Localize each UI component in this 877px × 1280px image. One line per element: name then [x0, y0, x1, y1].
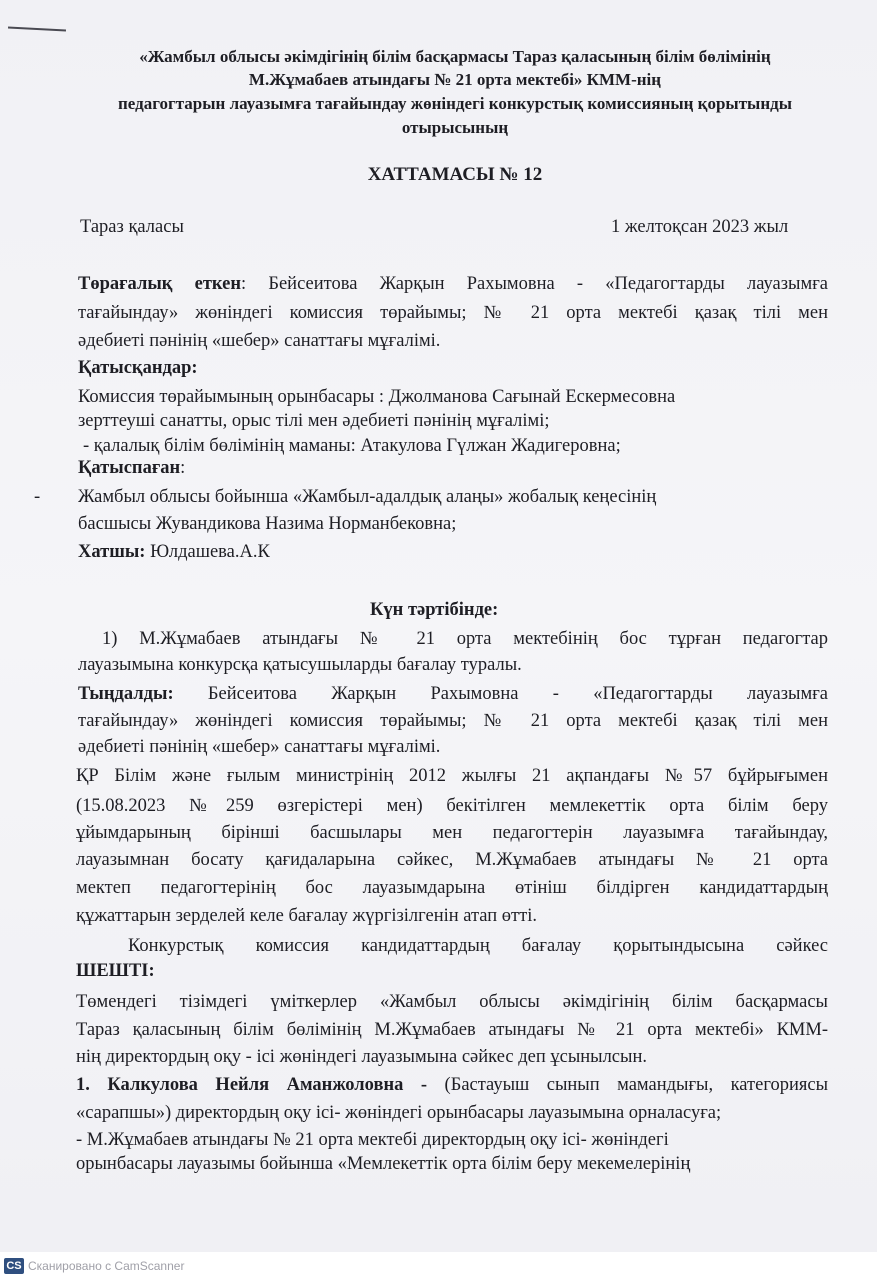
candidate-line-2: «сарапшы») директордың оқу ісі- жөніндегі орынбасары лауазымына орналасуға;	[76, 1103, 722, 1123]
candidate-line-3: - М.Жұмабаев атындағы № 21 орта мектебі директордың оқу ісі- жөніндегі	[76, 1130, 669, 1150]
heard-line-3: әдебиеті пәнінің «шебер» санаттағы мұғалімі.	[78, 737, 441, 757]
header-line-3: педагогтарын лауазымға тағайындау жөніндегі конкурстық комиссияның қорытынды	[118, 94, 792, 113]
document-title: ХАТТАМАСЫ № 12	[367, 164, 543, 185]
pen-mark	[8, 26, 66, 31]
order-line-4: лауазымнан босату қағидаларына сәйкес, М.Жұмабаев атындағы № 21 орта	[76, 850, 828, 870]
heard-label: Тыңдалды:	[78, 684, 174, 704]
heard-line-2: тағайындау» жөніндегі комиссия төрайымы; № 21 орта мектебі қазақ тілі мен	[78, 711, 828, 731]
chair-line-2: тағайындау» жөніндегі комиссия төрайымы; № 21 орта мектебі қазақ тілі мен	[78, 303, 828, 323]
camscanner-watermark: Сканировано с CamScanner	[28, 1259, 185, 1273]
heard-text-1: Бейсеитова Жарқын Рахымовна - «Педагогтарды лауазымға	[173, 684, 828, 704]
decision-line-1: Конкурстық комиссия кандидаттардың бағалау қорытындысына сәйкес	[128, 936, 828, 956]
order-line-1: ҚР Білім және ғылым министрінің 2012 жылғы 21 ақпандағы №57 бұйрығымен	[76, 766, 828, 786]
decision-label: ШЕШТІ:	[76, 961, 155, 981]
secretary	[78, 539, 270, 566]
scanner-footer	[0, 1252, 877, 1280]
chair-line-1	[78, 271, 828, 298]
recommend-line-3: нің директордың оқу - ісі жөніндегі лауазымына сәйкес деп ұсынылсын.	[76, 1047, 647, 1067]
order-line-6: құжаттарын зерделей келе бағалау жүргізілгенін атап өтті.	[76, 906, 537, 926]
agenda-label: Күн тәртібінде:	[370, 600, 499, 620]
order-line-3: ұйымдарының бірінші басшылары мен педагогтерін лауазымға тағайындау,	[76, 823, 828, 843]
participants-label: Қатысқандар:	[78, 358, 198, 378]
chair-text-1: : Бейсеитова Жарқын Рахымовна - «Педагогтарды лауазымға	[241, 274, 828, 294]
recommend-line-2: Тараз қаласының білім бөлімінің М.Жұмабаев атындағы № 21 орта мектебі» КММ-	[76, 1020, 828, 1040]
header-line-2: М.Жұмабаев атындағы № 21 орта мектебі» КММ-нің	[248, 70, 662, 89]
order-line-2: (15.08.2023 №259 өзгерістері мен) бекітілген мемлекеттік орта білім беру	[76, 796, 828, 816]
camscanner-logo: CS	[4, 1258, 24, 1274]
agenda-line-2: лауазымына конкурсқа қатысушыларды бағалау туралы.	[78, 655, 522, 675]
absent-label: Қатыспаған	[78, 458, 181, 478]
heard-line-1	[78, 681, 828, 708]
secretary-label: Хатшы:	[78, 542, 146, 562]
header-line-4: отырысының	[401, 118, 509, 137]
participants-line-1: Комиссия төрайымының орынбасары : Джолманова Сағынай Ескермесовна	[78, 387, 676, 407]
order-line-5: мектеп педагогтерінің бос лауазымдарына өтініш білдірген кандидаттардың	[76, 878, 828, 898]
recommend-line-1: Төмендегі тізімдегі үміткерлер «Жамбыл облысы әкімдігінің білім басқармасы	[76, 992, 828, 1012]
place: Тараз қаласы	[80, 217, 184, 237]
absent-line-1: Жамбыл облысы бойынша «Жамбыл-адалдық алаңы» жобалық кеңесінің	[78, 487, 657, 507]
candidate-line-1	[76, 1072, 828, 1099]
agenda-line-1: 1) М.Жұмабаев атындағы № 21 орта мектебінің бос тұрған педагогтар	[102, 629, 828, 649]
candidate-line-4: орынбасары лауазымы бойынша «Мемлекеттік орта білім беру мекемелерінің	[76, 1154, 691, 1174]
secretary-name: Юлдашева.А.К	[145, 542, 270, 562]
absent-line-2: басшысы Жувандикова Назима Норманбековна;	[78, 514, 457, 534]
absent-colon: :	[180, 458, 186, 478]
participants-line-2: зерттеуші санатты, орыс тілі мен әдебиеті пәнінің мұғалімі;	[78, 411, 550, 431]
header-line-1: «Жамбыл облысы әкімдігінің білім басқармасы Тараз қаласының білім бөлімінің	[139, 47, 771, 66]
absent-heading	[78, 455, 185, 482]
chair-label: Төрағалық еткен	[78, 274, 241, 294]
absent-dash: -	[34, 487, 41, 507]
candidate-name: 1. Калкулова Нейля Аманжоловна -	[76, 1075, 428, 1095]
chair-line-3: әдебиеті пәнінің «шебер» санаттағы мұғалімі.	[78, 331, 441, 351]
participants-line-3: - қалалық білім бөлімінің маманы: Атакулова Гүлжан Жадигеровна;	[83, 436, 621, 456]
date: 1 желтоқсан 2023 жыл	[611, 217, 789, 237]
candidate-text-1: (Бастауыш сынып мамандығы, категориясы	[427, 1075, 829, 1095]
